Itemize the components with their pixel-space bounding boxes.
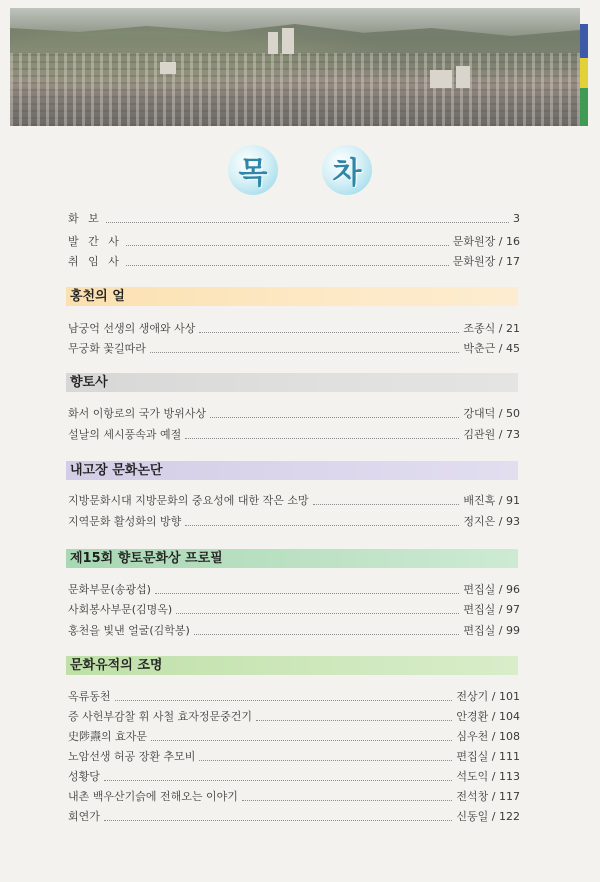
toc-entry <box>68 620 520 638</box>
toc-entry-page: 안경환 / 104 <box>456 710 520 723</box>
apartment-block <box>268 32 278 54</box>
dot-leader <box>176 613 459 614</box>
toc-entry-page: 정지은 / 93 <box>463 515 520 528</box>
toc-entry <box>68 424 520 442</box>
color-tab-yellow <box>580 58 588 88</box>
dot-leader <box>256 720 452 721</box>
color-tab-blue <box>580 24 588 58</box>
toc-entry-title: 설날의 세시풍속과 예절 <box>68 428 182 441</box>
toc-entry-title: 화 보 <box>68 212 102 225</box>
dot-leader <box>104 820 453 821</box>
toc-entry-page: 전석창 / 117 <box>456 790 520 803</box>
toc-entry-page: 문화원장 / 16 <box>452 235 520 248</box>
toc-entry-title: 화서 이항로의 국가 방위사상 <box>68 407 207 420</box>
dot-leader <box>106 222 509 223</box>
dot-leader <box>150 352 460 353</box>
dot-leader <box>104 780 453 781</box>
toc-entry-title: 옥류동천 <box>68 690 111 703</box>
toc-entry-page: 조종식 / 21 <box>463 322 520 335</box>
apartment-block <box>456 66 470 88</box>
toc-entry <box>68 579 520 597</box>
toc-entry <box>68 208 520 226</box>
color-tab-green <box>580 88 588 126</box>
toc-entry-title: 증 사헌부감찰 휘 사철 효자정문중건기 <box>68 710 253 723</box>
toc-entry-page: 신동일 / 122 <box>456 810 520 823</box>
toc-entry <box>68 766 520 784</box>
dot-leader <box>151 740 452 741</box>
section-header: 제15회 향토문화상 프로필 <box>66 549 518 568</box>
toc-entry-title: 회연가 <box>68 810 100 823</box>
toc-entry <box>68 806 520 824</box>
toc-entry-page: 문화원장 / 17 <box>452 255 520 268</box>
toc-entry-page: 박춘근 / 45 <box>463 342 520 355</box>
dot-leader <box>155 593 459 594</box>
toc-entry <box>68 686 520 704</box>
toc-entry-title: 취 임 사 <box>68 255 122 268</box>
toc-entry-page: 편집실 / 111 <box>456 750 520 763</box>
dot-leader <box>126 245 449 246</box>
dot-leader <box>115 700 453 701</box>
toc-entry <box>68 786 520 804</box>
toc-entry-page: 강대덕 / 50 <box>463 407 520 420</box>
toc-entry-title: 무궁화 꽃길따라 <box>68 342 146 355</box>
toc-entry-page: 김관원 / 73 <box>463 428 520 441</box>
toc-entry-title: 내촌 백우산기슭에 전해오는 이야기 <box>68 790 238 803</box>
toc-entry-title: 문화부문(송광섭) <box>68 583 151 596</box>
toc-entry-page: 석도익 / 113 <box>456 770 520 783</box>
dot-leader <box>126 265 449 266</box>
toc-entry <box>68 338 520 356</box>
toc-entry-title: 史陟燾의 효자문 <box>68 730 148 743</box>
cover-photo-town-panorama <box>10 8 580 126</box>
toc-entry-page: 배진혹 / 91 <box>463 494 520 507</box>
toc-entry-title: 홍천을 빛낸 얼굴(김학봉) <box>68 624 190 637</box>
toc-entry <box>68 318 520 336</box>
toc-entry <box>68 231 520 249</box>
toc-entry-page: 편집실 / 96 <box>463 583 520 596</box>
toc-entry-title: 노암선생 허공 장환 추모비 <box>68 750 196 763</box>
toc-entry-title: 지방문화시대 지방문화의 중요성에 대한 작은 소망 <box>68 494 309 507</box>
dot-leader <box>199 760 452 761</box>
dot-leader <box>210 417 459 418</box>
page-title <box>0 144 600 196</box>
toc-entry-title: 사회봉사부문(김명옥) <box>68 603 173 616</box>
toc-entry <box>68 746 520 764</box>
toc-entry-page: 편집실 / 99 <box>463 624 520 637</box>
section-header: 향토사 <box>66 373 518 392</box>
dot-leader <box>242 800 453 801</box>
toc-entry-page: 3 <box>513 212 520 225</box>
toc-entry <box>68 599 520 617</box>
toc-entry-title: 발 간 사 <box>68 235 122 248</box>
mountain-ridge <box>10 8 580 48</box>
town-buildings <box>10 53 580 126</box>
toc-entry-page: 심우천 / 108 <box>456 730 520 743</box>
toc-entry <box>68 726 520 744</box>
toc-entry-title: 성황당 <box>68 770 100 783</box>
dot-leader <box>199 332 459 333</box>
section-header: 내고장 문화논단 <box>66 461 518 480</box>
dot-leader <box>185 438 459 439</box>
toc-entry-title: 지역문화 활성화의 방향 <box>68 515 182 528</box>
apartment-block <box>160 62 176 74</box>
dot-leader <box>313 504 460 505</box>
section-header: 홍천의 얼 <box>66 287 518 306</box>
toc-entry-title: 남궁억 선생의 생애와 사상 <box>68 322 196 335</box>
title-char-1: 목 <box>228 145 278 195</box>
toc-entry <box>68 403 520 421</box>
section-header: 문화유적의 조명 <box>66 656 518 675</box>
dot-leader <box>185 525 459 526</box>
toc-entry-page: 전상기 / 101 <box>456 690 520 703</box>
toc-entry <box>68 490 520 508</box>
title-char-2: 차 <box>322 145 372 195</box>
toc-entry <box>68 511 520 529</box>
toc-entry <box>68 251 520 269</box>
dot-leader <box>194 634 460 635</box>
toc-entry-page: 편집실 / 97 <box>463 603 520 616</box>
apartment-block <box>282 28 294 54</box>
toc-entry <box>68 706 520 724</box>
apartment-block <box>430 70 452 88</box>
